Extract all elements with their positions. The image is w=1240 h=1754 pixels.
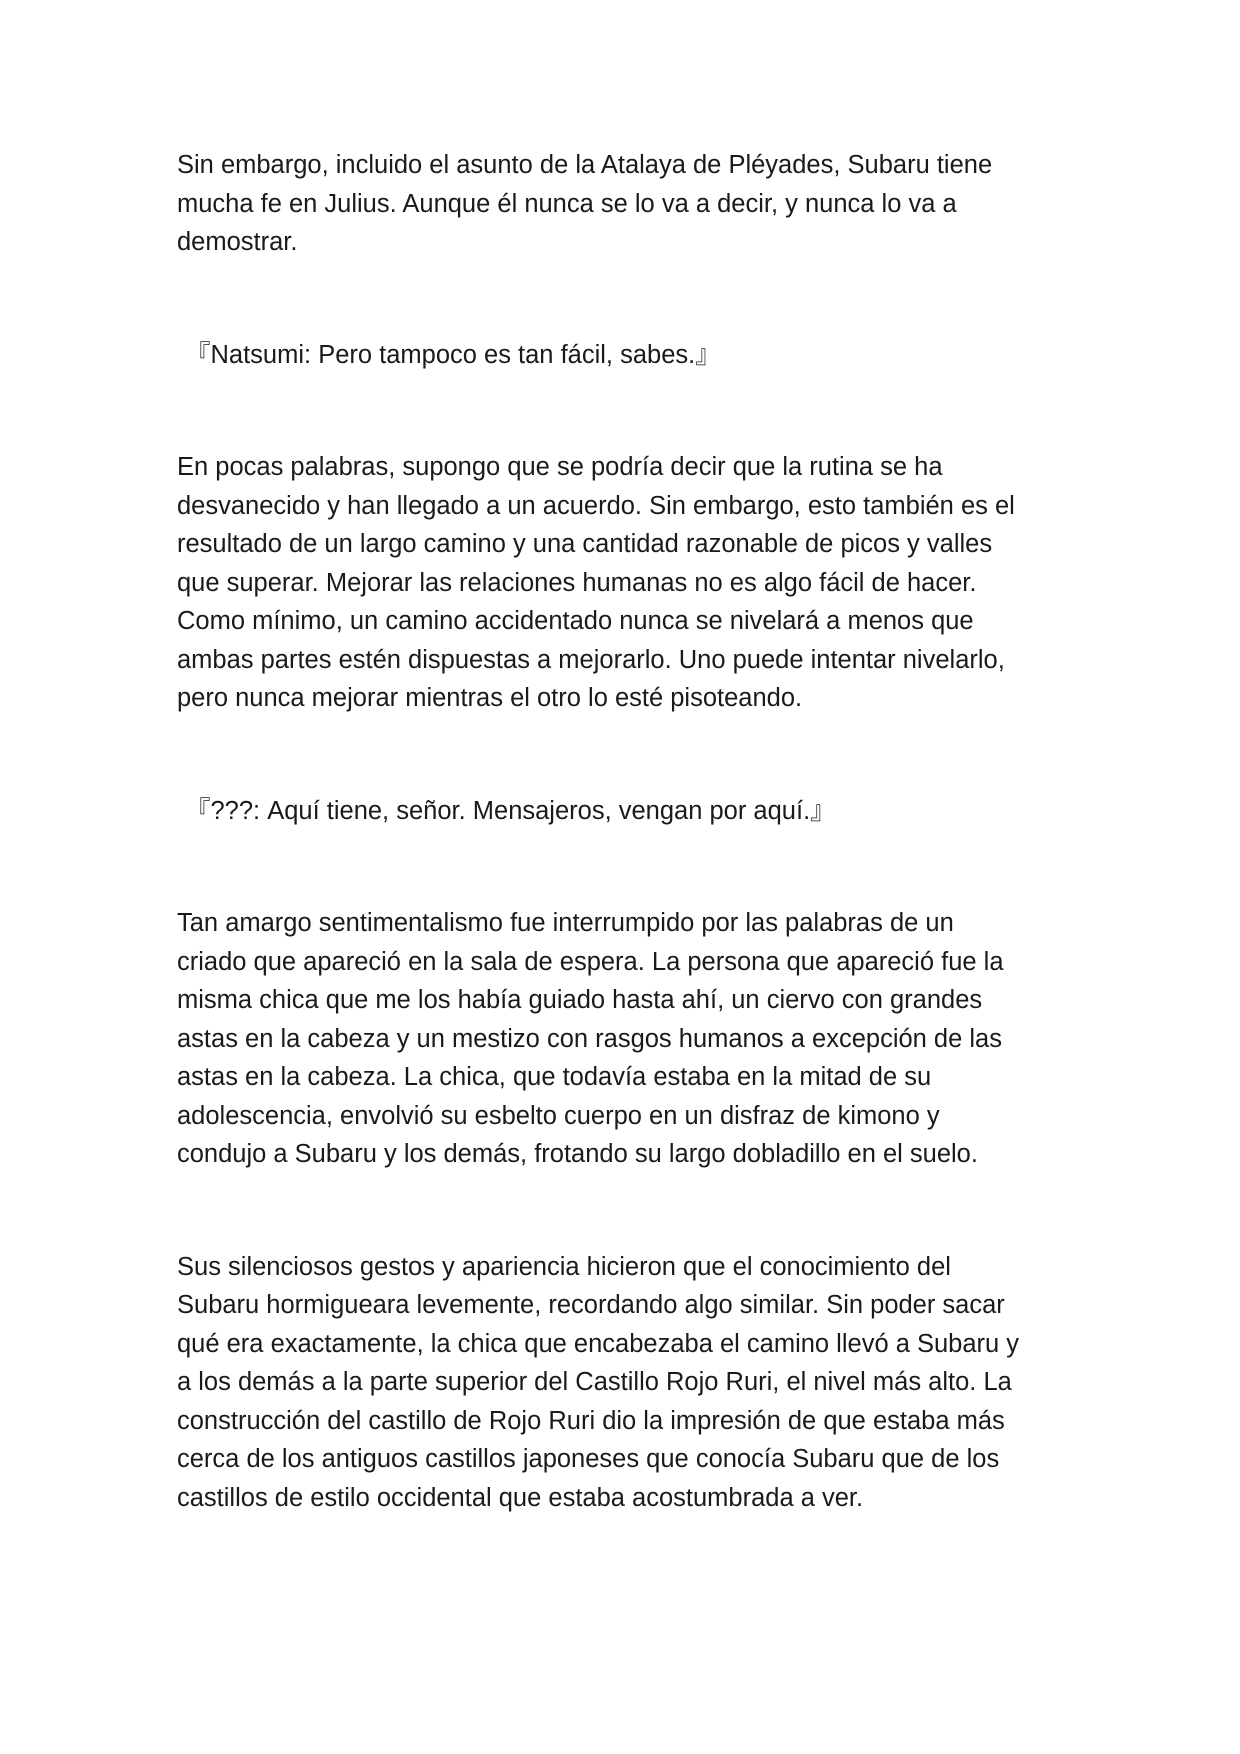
document-body: [177, 146, 1057, 1517]
paragraph-relations: En pocas palabras, supongo que se podría decir que la rutina se ha desvanecido y han llegado a un acuerdo. Sin embargo, esto también es el resultado de un largo camino y una cantidad razonable de picos y valles que superar. Mejorar las relaciones humanas no es algo fácil de hacer. Como mínimo, un camino accidentado nunca se nivelará a menos que ambas partes estén dispuestas a mejorarlo. Uno puede intentar nivelarlo, pero nunca mejorar mientras el otro lo esté pisoteando.: [177, 453, 1015, 712]
paragraph-servant-girl: Tan amargo sentimentalismo fue interrumpido por las palabras de un criado que apareció en la sala de espera. La persona que apareció fue la misma chica que me los había guiado hasta ahí, un ciervo con grandes astas en la cabeza y un mestizo con rasgos humanos a excepción de las astas en la cabeza. La chica, que todavía estaba en la mitad de su adolescencia, envolvió su esbelto cuerpo en un disfraz de kimono y condujo a Subaru y los demás, frotando su largo dobladillo en el suelo.: [177, 909, 1004, 1168]
dialogue-servant: 『???: Aquí tiene, señor. Mensajeros, vengan por aquí.』: [185, 796, 836, 825]
paragraph-julius: Sin embargo, incluido el asunto de la Atalaya de Pléyades, Subaru tiene mucha fe en Julius. Aunque él nunca se lo va a decir, y nunca lo va a demostrar.: [177, 151, 993, 256]
dialogue-natsumi: 『Natsumi: Pero tampoco es tan fácil, sabes.』: [185, 340, 721, 369]
paragraph-castle: Sus silenciosos gestos y apariencia hicieron que el conocimiento del Subaru hormigueara levemente, recordando algo similar. Sin poder sacar qué era exactamente, la chica que encabezaba el camino llevó a Subaru y a los demás a la parte superior del Castillo Rojo Ruri, el nivel más alto. La construcción del castillo de Rojo Ruri dio la impresión de que estaba más cerca de los antiguos castillos japoneses que conocía Subaru que de los castillos de estilo occidental que estaba acostumbrada a ver.: [177, 1252, 1020, 1512]
